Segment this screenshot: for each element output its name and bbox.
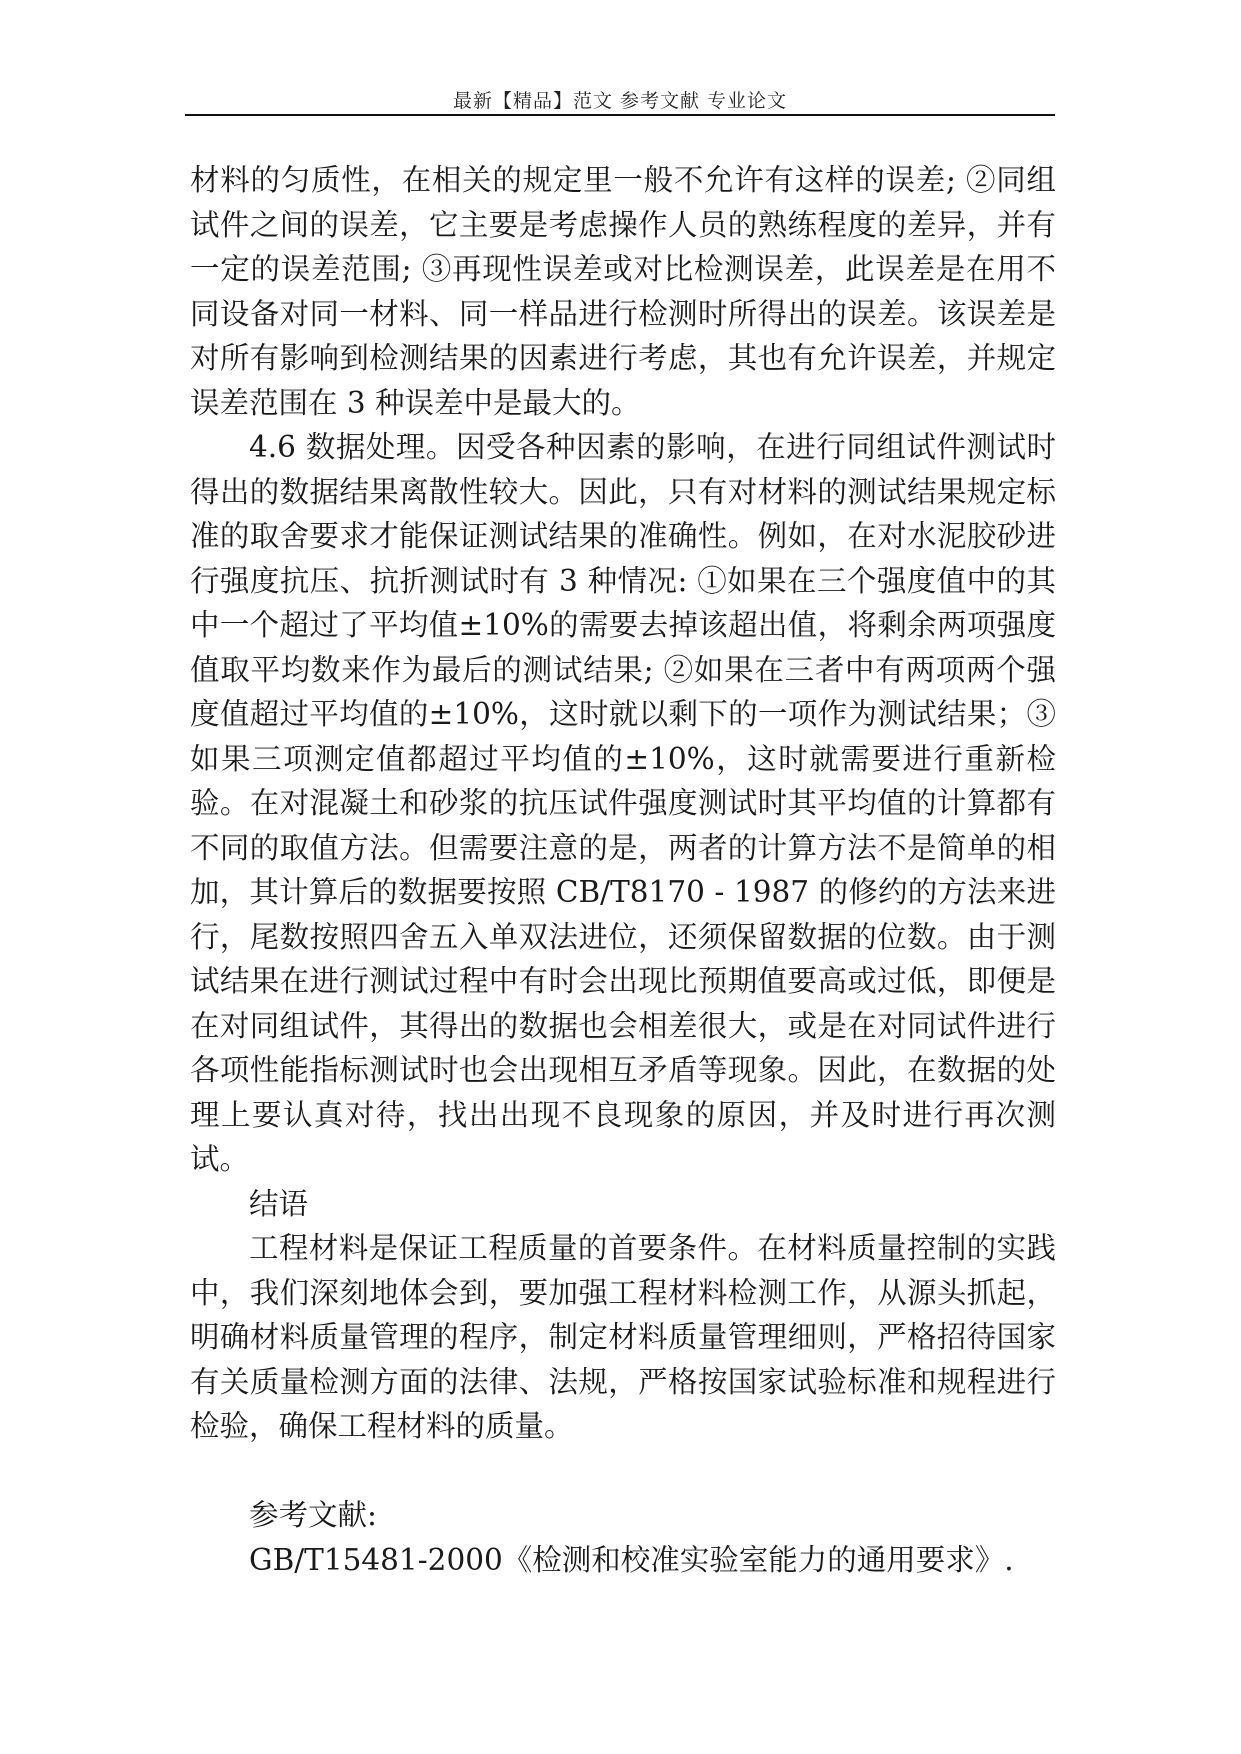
- paragraph-conclusion: 工程材料是保证工程质量的首要条件。在材料质量控制的实践中，我们深刻地体会到，要加强工程材料检测工作，从源头抓起，明确材料质量管理的程序，制定材料质量管理细则，严格招待国家有关质量检测方面的法律、法规，严格按国家试验标准和规程进行检验，确保工程材料的质量。: [190, 1231, 1056, 1443]
- conclusion-heading: 结语: [249, 1186, 309, 1221]
- header-divider: [185, 114, 1055, 116]
- blank-line: [190, 1449, 1056, 1494]
- paragraph-continued: 材料的匀质性，在相关的规定里一般不允许有这样的误差; ②同组试件之间的误差，它主要是考虑操作人员的熟练程度的差异，并有一定的误差范围; ③再现性误差或对比检测误差，此误差是在用不同设备对同一材料、同一样品进行检测时所得出的误差。该误差是对所有影响到检测结果的因素进行考虑，其也有允许误差，并规定误差范围在 3 种误差中是最大的。: [190, 163, 1056, 420]
- references-heading: 参考文献:: [249, 1498, 377, 1532]
- paragraph-data-processing: 4.6 数据处理。因受各种因素的影响，在进行同组试件测试时得出的数据结果离散性较大。因此，只有对材料的测试结果规定标准的取舍要求才能保证测试结果的准确性。例如，在对水泥胶砂进行强度抗压、抗折测试时有 3 种情况: ①如果在三个强度值中的其中一个超过了平均值±10%的需要去掉该超出值，将剩余两项强度值取平均数来作为最后的测试结果; ②如果在三者中有两项两个强度值超过平均值的±10%，这时就以剩下的一项作为测试结果；③如果三项测定值都超过平均值的±10%，这时就需要进行重新检验。在对混凝土和砂浆的抗压试件强度测试时其平均值的计算都有不同的取值方法。但需要注意的是，两者的计算方法不是简单的相加，其计算后的数据要按照 CB/T8170 - 1987 的修约的方法来进行，尾数按照四舍五入单双法进位，还须保留数据的位数。由于测试结果在进行测试过程中有时会出现比预期值要高或过低，即便是在对同组试件，其得出的数据也会相差很大，或是在对同试件进行各项性能指标测试时也会出现相互矛盾等现象。因此，在数据的处理上要认真对待，找出出现不良现象的原因，并及时进行再次测试。: [190, 430, 1056, 1176]
- page-header: 最新【精品】范文 参考文献 专业论文: [452, 90, 788, 112]
- document-body: [190, 158, 1056, 1582]
- reference-item: GB/T15481-2000《检测和校准实验室能力的通用要求》.: [249, 1542, 1014, 1577]
